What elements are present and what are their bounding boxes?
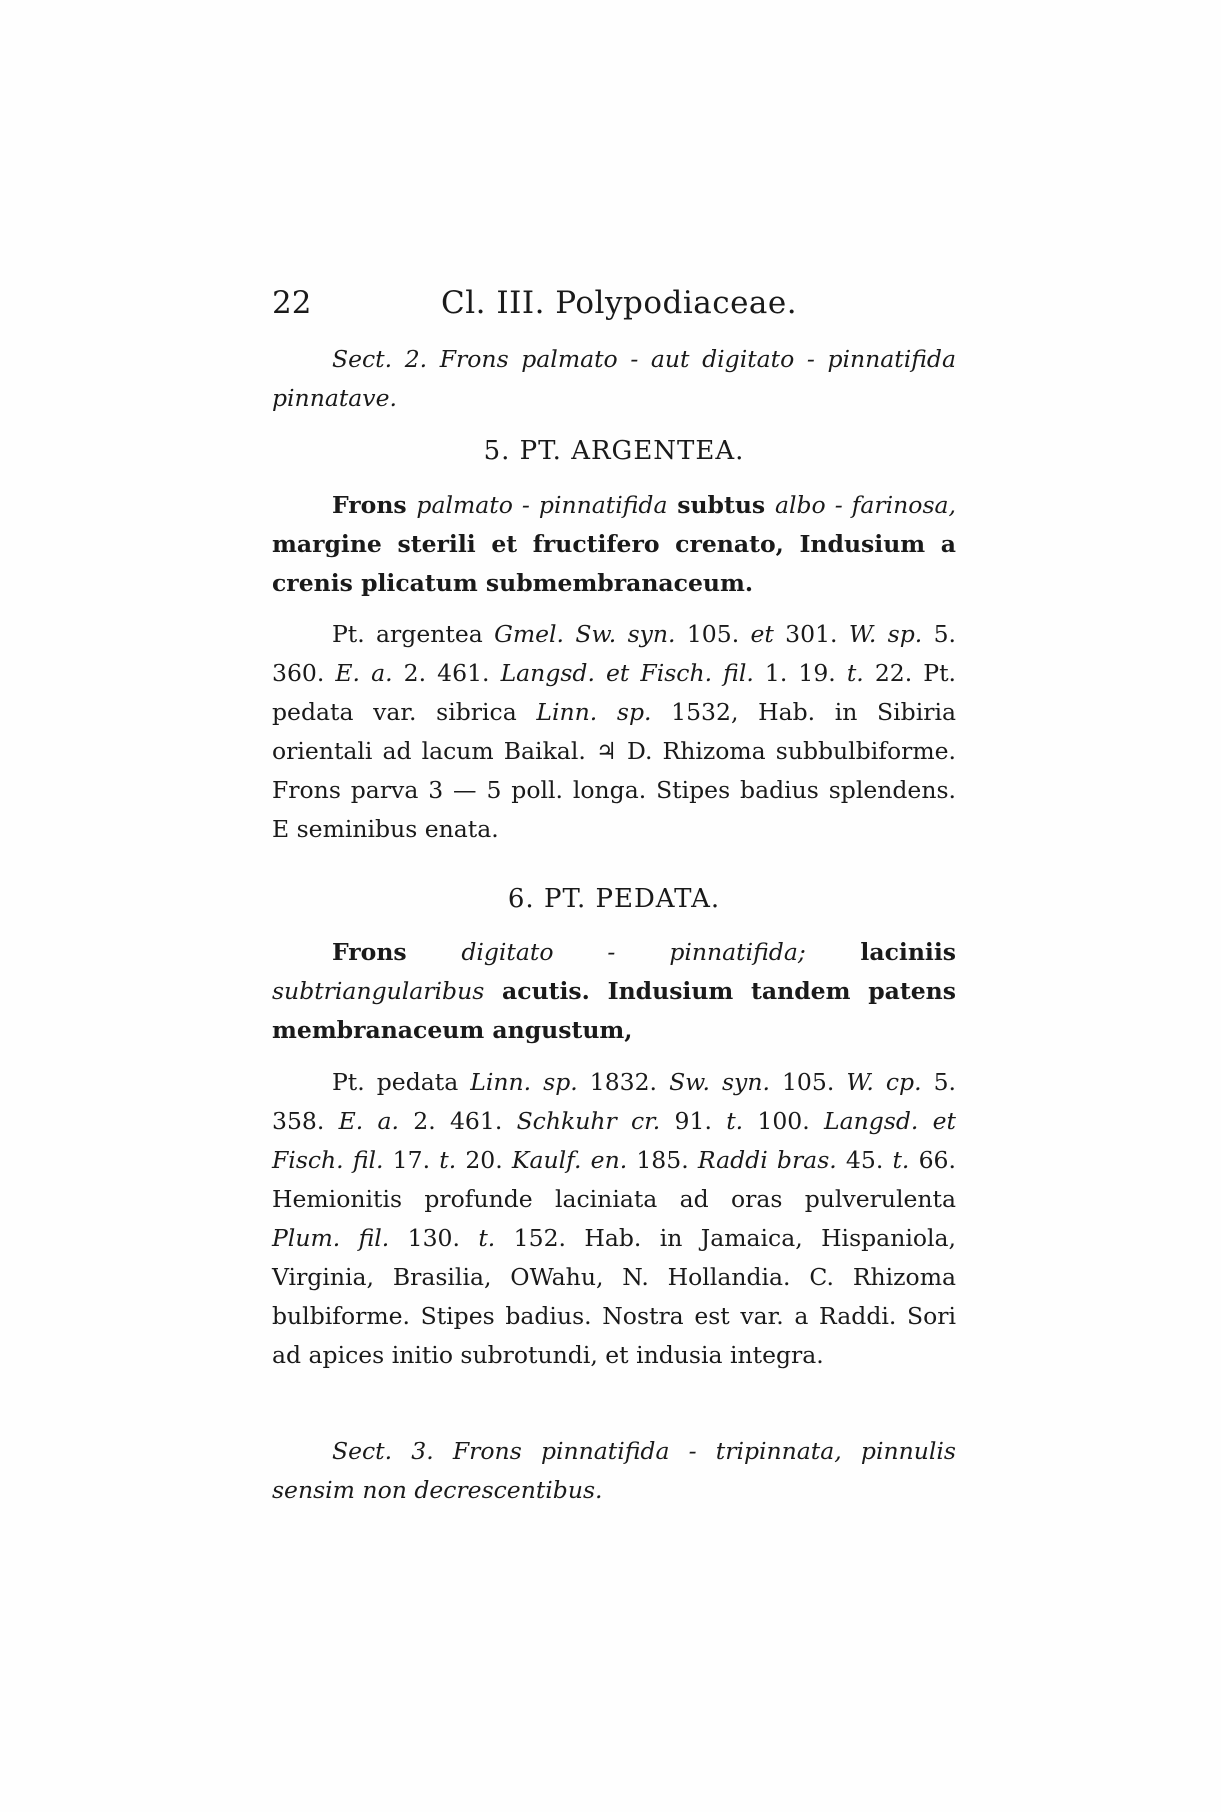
citation-italic: Kaulf. en. bbox=[511, 1146, 628, 1174]
citation-italic: Plum. fil. bbox=[272, 1224, 390, 1252]
citation-text: 185. bbox=[627, 1146, 698, 1174]
citation-text: 45. bbox=[836, 1146, 893, 1174]
species-5-heading: 5. PT. ARGENTEA. bbox=[483, 436, 745, 466]
citation-italic: Sw. syn. bbox=[669, 1068, 770, 1096]
running-head bbox=[272, 283, 956, 323]
species-6-citation bbox=[272, 1063, 956, 1375]
section-2-text: Frons palmato - aut digitato - pinnatifida pinnatave. bbox=[272, 345, 956, 412]
page-number: 22 bbox=[272, 285, 312, 321]
citation-italic: W. cp. bbox=[846, 1068, 922, 1096]
citation-italic: Linn. sp. bbox=[536, 698, 652, 726]
citation-text: 2. 461. bbox=[399, 1107, 517, 1135]
citation-italic: W. sp. bbox=[848, 620, 923, 648]
citation-italic: t. bbox=[892, 1146, 910, 1174]
citation-text: 301. bbox=[773, 620, 849, 648]
section-2-paragraph bbox=[272, 340, 956, 418]
citation-text: 22. Pt. pedata var. sibrica bbox=[272, 659, 956, 726]
section-3-text: Frons pinnatifida - tripinnata, pinnulis sensim non decrescentibus. bbox=[272, 1437, 956, 1504]
citation-text: 1832. bbox=[577, 1068, 670, 1096]
citation-text: 1. 19. bbox=[753, 659, 847, 687]
citation-text: 105. bbox=[769, 1068, 847, 1096]
citation-text: 17. bbox=[383, 1146, 440, 1174]
citation-italic: t. bbox=[478, 1224, 496, 1252]
species-6-diagnosis-block bbox=[272, 933, 956, 1050]
diagnosis-text: Frons bbox=[332, 938, 462, 966]
citation-italic: Langsd. et Fisch. fil. bbox=[500, 659, 754, 687]
species-6-diagnosis bbox=[272, 933, 956, 1050]
diagnosis-text: acutis. Indusium tandem patens membranaceum angustum, bbox=[272, 977, 956, 1044]
section-2-intro bbox=[272, 340, 956, 418]
citation-text: 152. Hab. in Jamaica, Hispaniola, Virginia, Brasilia, OWahu, N. Hollandia. C. Rhizoma bulbiforme. Stipes badius. Nostra est var. a Raddi. Sori ad apices initio subrotundi, et indusia integra. bbox=[272, 1224, 956, 1369]
diagnosis-text: laciniis bbox=[805, 938, 956, 966]
species-5-diagnosis-block bbox=[272, 486, 956, 603]
section-3-intro bbox=[272, 1432, 956, 1510]
diagnosis-italic: palmato - pinnatifida bbox=[416, 491, 668, 519]
citation-italic: t. bbox=[726, 1107, 744, 1135]
citation-text: 20. bbox=[456, 1146, 512, 1174]
diagnosis-text: Frons bbox=[332, 491, 417, 519]
diagnosis-italic: digitato - pinnatifida; bbox=[461, 938, 806, 966]
citation-text: Pt. pedata bbox=[332, 1068, 471, 1096]
species-5-citation-block bbox=[272, 615, 956, 849]
species-6-citation-block bbox=[272, 1063, 956, 1375]
section-2-label: Sect. 2. bbox=[332, 345, 428, 373]
citation-text: 105. bbox=[675, 620, 751, 648]
citation-text: 1532, Hab. in Sibiria orientali ad lacum Baikal. ♃ D. Rhizoma subbulbiforme. Frons parva 3 — 5 poll. longa. Stipes badius splendens. E seminibus enata. bbox=[272, 698, 956, 843]
citation-text: 130. bbox=[389, 1224, 479, 1252]
citation-italic: E. a. bbox=[338, 1107, 399, 1135]
citation-text: 2. 461. bbox=[392, 659, 501, 687]
species-6-heading-block bbox=[272, 880, 956, 919]
citation-italic: E. a. bbox=[335, 659, 393, 687]
citation-italic: t. bbox=[439, 1146, 457, 1174]
citation-italic: Langsd. et Fisch. fil. bbox=[272, 1107, 956, 1174]
citation-text: 5. 358. bbox=[272, 1068, 957, 1135]
section-3-paragraph bbox=[272, 1432, 956, 1510]
species-5-citation bbox=[272, 615, 956, 849]
diagnosis-italic: subtriangularibus bbox=[272, 977, 485, 1005]
citation-text: 66. Hemionitis profunde laciniata ad oras pulverulenta bbox=[272, 1146, 956, 1213]
citation-italic: Gmel. Sw. syn. bbox=[494, 620, 676, 648]
citation-italic: Linn. sp. bbox=[470, 1068, 578, 1096]
citation-text: 100. bbox=[743, 1107, 824, 1135]
citation-italic: et bbox=[750, 620, 774, 648]
diagnosis-text: subtus bbox=[667, 491, 775, 519]
species-5-diagnosis bbox=[272, 486, 956, 603]
species-6-heading: 6. PT. PEDATA. bbox=[507, 884, 721, 914]
running-head-title: Cl. III. Polypodiaceae. bbox=[441, 285, 798, 321]
citation-text: 5. 360. bbox=[272, 620, 957, 687]
section-3-label: Sect. 3. bbox=[332, 1437, 434, 1465]
diagnosis-text: margine sterili et fructifero crenato, Indusium a crenis plicatum submembranaceum. bbox=[272, 530, 956, 597]
citation-italic: Raddi bras. bbox=[697, 1146, 837, 1174]
citation-text: 91. bbox=[660, 1107, 727, 1135]
citation-italic: t. bbox=[846, 659, 864, 687]
diagnosis-italic: albo - farinosa, bbox=[774, 491, 956, 519]
citation-text: Pt. argentea bbox=[332, 620, 495, 648]
species-5-heading-block bbox=[272, 432, 956, 471]
citation-italic: Schkuhr cr. bbox=[516, 1107, 661, 1135]
